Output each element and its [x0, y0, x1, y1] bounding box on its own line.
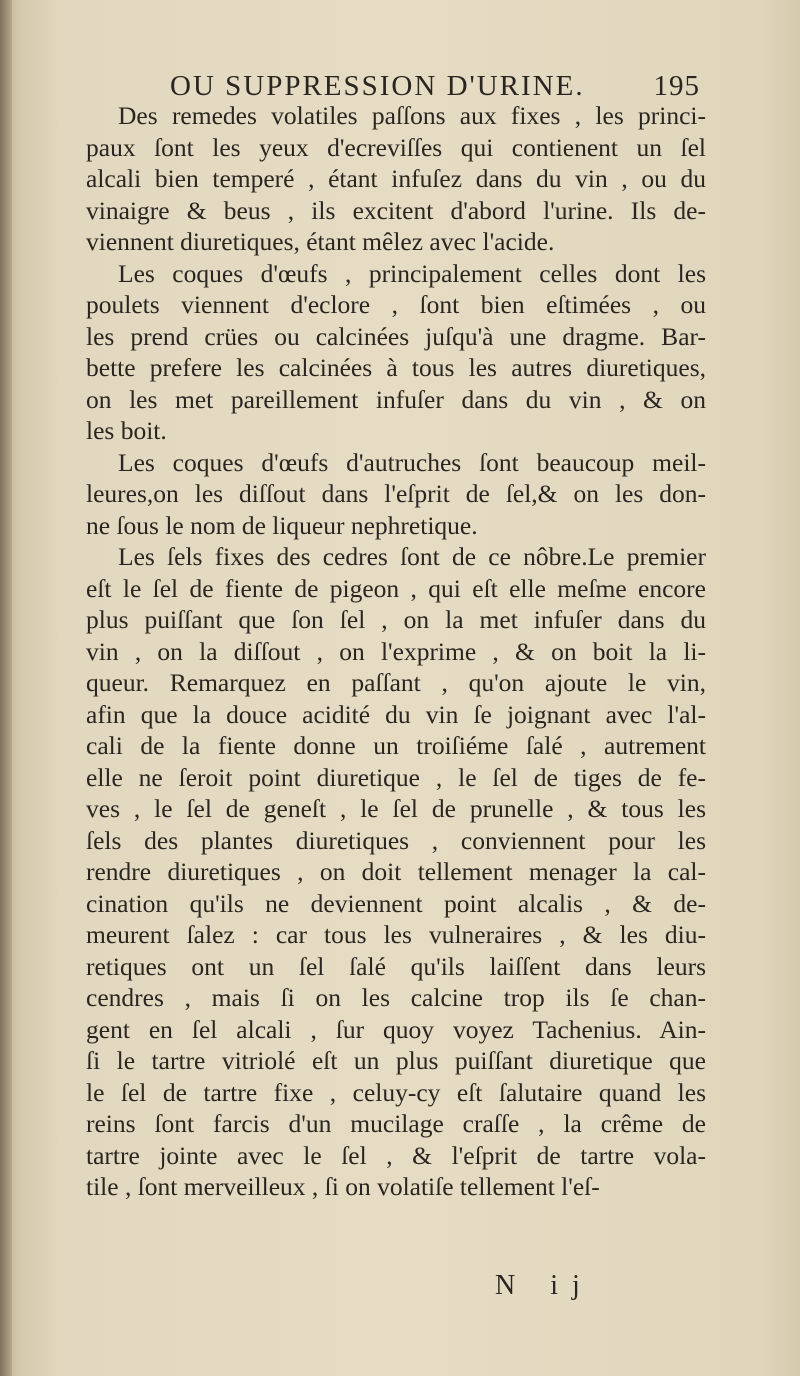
- text-line: Les ſels fixes des cedres ſont de ce nôbre.Le premier: [118, 542, 706, 571]
- text-line: tartre jointe avec le ſel , & l'eſprit de tartre vola-: [86, 1140, 706, 1170]
- text-line: cination qu'ils ne deviennent point alcalis , & de-: [86, 888, 706, 918]
- text-line: eſt le ſel de fiente de pigeon , qui eſt elle meſme encore: [86, 573, 706, 603]
- page-footer: [495, 1270, 695, 1304]
- text-line: meurent ſalez : car tous les vulneraires , & les diu-: [86, 920, 706, 949]
- paragraph: [86, 541, 706, 1203]
- text-line: Les coques d'œufs , principalement celles dont les: [118, 258, 706, 288]
- text-line: gent en ſel alcali , ſur quoy voyez Tachenius. Ain-: [86, 1014, 706, 1044]
- text-line: ſels des plantes diuretiques , conviennent pour les: [86, 825, 706, 855]
- page-spine-shadow: [0, 0, 12, 1376]
- text-line: afin que la douce acidité du vin ſe joignant avec l'al-: [86, 699, 706, 729]
- paragraph: [86, 447, 706, 542]
- text-line: ſi le tartre vitriolé eſt un plus puiſſant diuretique que: [86, 1046, 706, 1075]
- text-line: ves , le ſel de geneſt , le ſel de prunelle , & tous les: [86, 794, 706, 823]
- running-head: OU SUPPRESSION D'URINE.: [170, 70, 585, 102]
- text-line: alcali bien temperé , étant infuſez dans du vin , ou du: [86, 164, 706, 193]
- text-line: ne ſous le nom de liqueur nephretique.: [86, 510, 478, 540]
- text-line: vinaigre & beus , ils excitent d'abord l'urine. Ils de-: [86, 195, 706, 225]
- text-line: cali de la fiente donne un troiſiéme ſalé , autrement: [86, 731, 706, 760]
- paragraph: [86, 100, 706, 258]
- page-body: [86, 100, 706, 1203]
- text-line: les boit.: [86, 416, 167, 445]
- signature-mark: N ij: [495, 1270, 594, 1301]
- text-line: plus puiſſant que ſon ſel , on la met infuſer dans du: [86, 605, 706, 634]
- text-line: tile , ſont merveilleux , ſi on volatiſe tellement l'eſ-: [86, 1172, 600, 1201]
- text-line: reins ſont farcis d'un mucilage craſſe , la crême de: [86, 1109, 706, 1138]
- text-line: cendres , mais ſi on les calcine trop ils ſe chan-: [86, 983, 706, 1012]
- page-number: 195: [653, 70, 700, 102]
- text-line: queur. Remarquez en paſſant , qu'on ajoute le vin,: [86, 668, 706, 697]
- text-line: rendre diuretiques , on doit tellement menager la cal-: [86, 857, 706, 886]
- text-line: leures,on les diſſout dans l'eſprit de ſel,& on les don-: [86, 479, 706, 508]
- text-line: elle ne ſeroit point diuretique , le ſel de tiges de fe-: [86, 762, 706, 792]
- text-line: retiques ont un ſel ſalé qu'ils laiſſent dans leurs: [86, 951, 706, 981]
- text-line: Les coques d'œufs d'autruches ſont beaucoup meil-: [118, 447, 706, 477]
- text-line: le ſel de tartre fixe , celuy-cy eſt ſalutaire quand les: [86, 1077, 706, 1107]
- text-line: vin , on la diſſout , on l'exprime , & on boit la li-: [86, 636, 706, 666]
- text-line: viennent diuretiques, étant mêlez avec l'acide.: [86, 227, 555, 256]
- text-line: les prend crües ou calcinées juſqu'à une dragme. Bar-: [86, 321, 706, 351]
- text-line: Des remedes volatiles paſſons aux fixes , les princi-: [118, 101, 706, 130]
- text-line: on les met pareillement infuſer dans du vin , & on: [86, 384, 706, 414]
- text-line: poulets viennent d'eclore , ſont bien eſtimées , ou: [86, 290, 706, 319]
- paragraph: [86, 258, 706, 447]
- text-line: paux ſont les yeux d'ecreviſſes qui contienent un ſel: [86, 132, 706, 162]
- text-line: bette prefere les calcinées à tous les autres diuretiques,: [86, 353, 706, 382]
